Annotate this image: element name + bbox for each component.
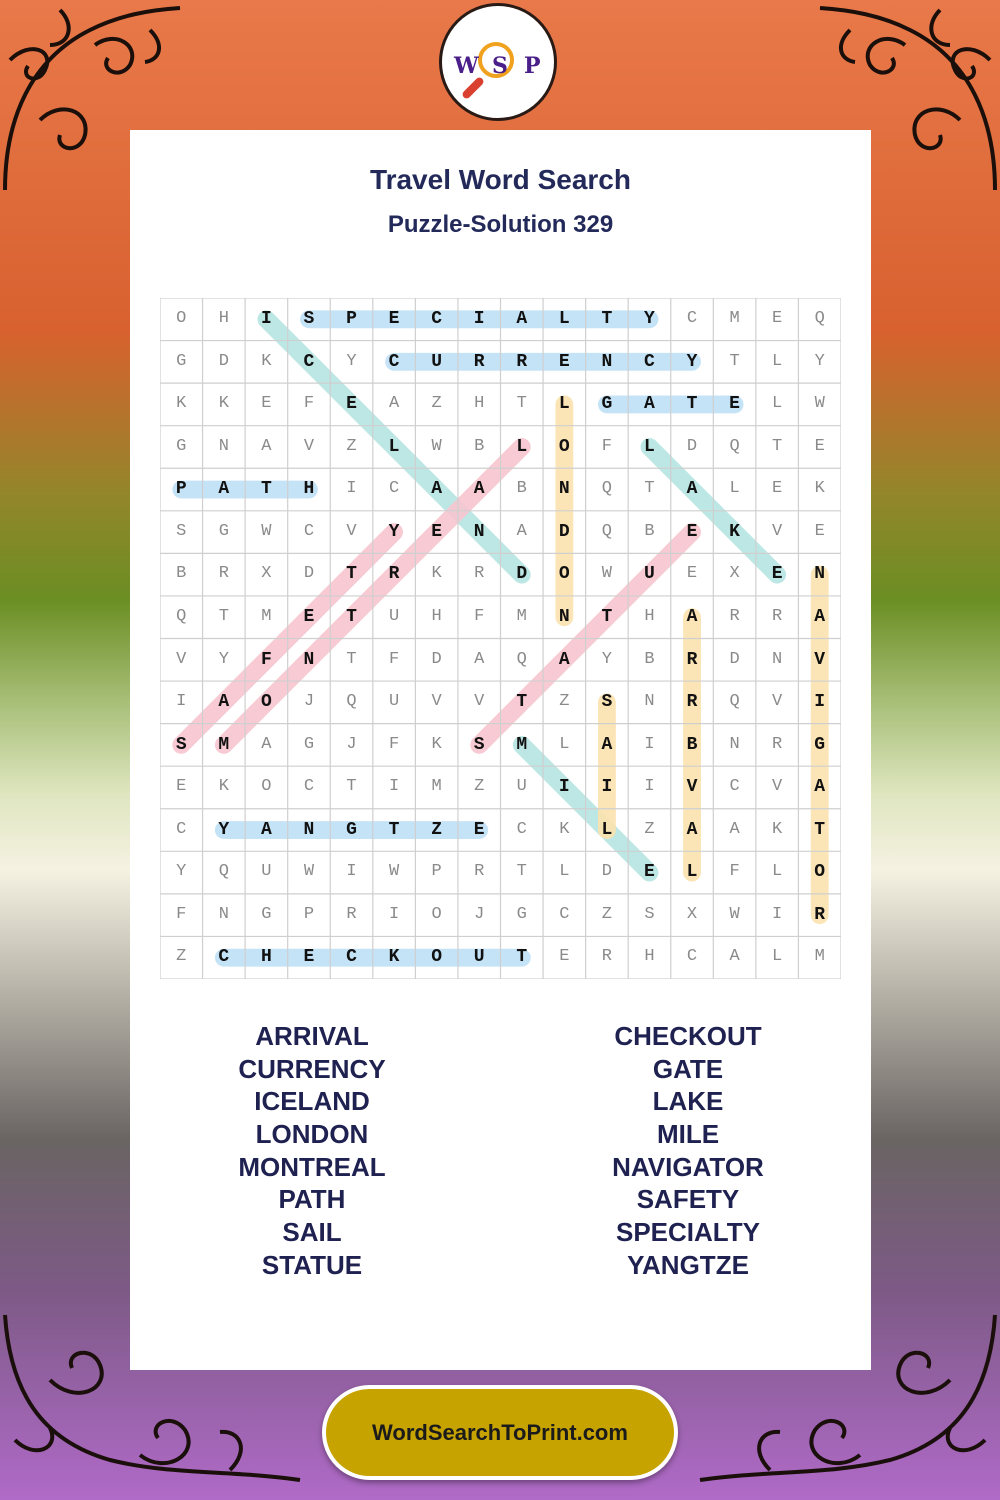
grid-cell: N [303, 649, 315, 670]
grid-cell: T [729, 351, 740, 371]
grid-cell: D [218, 351, 229, 371]
grid-cell: Q [729, 436, 740, 456]
grid-cell: A [814, 606, 826, 627]
grid-cell: L [729, 479, 740, 499]
grid-cell: A [388, 394, 400, 414]
grid-cell: M [516, 734, 528, 755]
grid-cell: G [261, 904, 272, 924]
word-list-item: STATUE [261, 1249, 363, 1280]
grid-cell: A [644, 394, 655, 415]
grid-cell: I [772, 904, 783, 924]
grid-cell: E [814, 521, 825, 541]
grid-cell: F [260, 649, 272, 670]
grid-cell: W [601, 564, 612, 584]
word-list-left [162, 1020, 462, 1282]
grid-cell: Q [176, 606, 187, 626]
word-list-right [538, 1020, 838, 1282]
word-list-item: LAKE [652, 1086, 724, 1117]
grid-cell: E [431, 521, 443, 542]
grid-cell: I [644, 734, 655, 754]
grid-cell: T [516, 862, 527, 882]
grid-cell: C [388, 351, 400, 372]
grid-cell: T [388, 819, 400, 840]
grid-cell: K [431, 734, 442, 754]
grid-cell: Z [559, 692, 570, 712]
grid-cell: O [558, 564, 570, 585]
grid-cell: A [474, 649, 485, 669]
grid-cell: L [772, 351, 783, 371]
grid-cell: V [431, 692, 442, 712]
word-list-item: LONDON [255, 1119, 369, 1150]
grid-cell: A [686, 819, 698, 840]
grid-cell: M [729, 309, 740, 328]
grid-cell: N [558, 479, 570, 500]
grid-cell: E [346, 394, 357, 415]
grid-cell: L [558, 394, 570, 415]
grid-cell: E [729, 394, 740, 415]
grid-cell: P [175, 479, 187, 500]
grid-cell: C [559, 904, 570, 924]
grid-cell: C [388, 479, 400, 499]
grid-cell: F [601, 436, 612, 456]
grid-cell: R [474, 564, 485, 584]
grid-cell: T [516, 692, 528, 713]
grid-cell: N [303, 819, 315, 840]
word-list-item: SAIL [282, 1217, 342, 1248]
grid-cell: Z [431, 819, 443, 840]
grid-cell: F [388, 734, 400, 754]
word-grid [160, 298, 841, 979]
grid-cell: D [431, 649, 442, 669]
grid-cell: K [218, 394, 229, 414]
grid-cell: H [644, 947, 655, 967]
grid-cell: K [218, 777, 229, 797]
grid-cell: G [346, 819, 357, 840]
grid-cell: B [474, 436, 485, 456]
grid-cell: C [686, 947, 698, 967]
grid-cell: S [644, 904, 655, 924]
grid-cell: M [261, 606, 272, 626]
grid-cell: G [176, 436, 187, 456]
grid-cell: O [176, 309, 187, 328]
grid-cell: C [218, 947, 230, 968]
grid-cell: R [218, 564, 229, 584]
grid-cell: A [261, 436, 272, 456]
grid-cell: L [559, 734, 570, 754]
word-list-item: NAVIGATOR [612, 1151, 764, 1182]
grid-cell: M [431, 777, 442, 797]
grid-cell: M [516, 606, 527, 626]
grid-cell: I [346, 479, 357, 499]
grid-cell: N [772, 649, 783, 669]
grid-cell: X [729, 564, 740, 584]
grid-cell: R [388, 564, 400, 585]
grid-cell: D [686, 436, 698, 456]
grid-cell: B [644, 649, 655, 669]
grid-cell: E [771, 564, 783, 585]
grid-cell: C [686, 309, 698, 328]
grid-cell: Z [644, 819, 655, 839]
grid-cell: A [558, 649, 570, 670]
grid-cell: B [644, 521, 655, 541]
grid-cell: A [601, 734, 613, 755]
page-title: Travel Word Search [370, 164, 631, 195]
grid-cell: C [644, 351, 655, 372]
grid-cell: I [388, 777, 400, 797]
grid-cell: F [303, 394, 315, 414]
grid-cell: T [601, 606, 613, 627]
grid-cell: V [474, 692, 485, 712]
grid-cell: A [686, 606, 698, 627]
grid-cell: I [176, 692, 187, 712]
grid-cell: T [346, 606, 357, 627]
grid-cell: T [516, 947, 528, 968]
grid-cell: B [516, 479, 527, 499]
grid-cell: L [686, 862, 698, 883]
logo-letter-s: S [492, 53, 508, 79]
grid-cell: Q [601, 521, 612, 541]
grid-cell: J [303, 692, 315, 712]
grid-cell: A [729, 819, 740, 839]
grid-cell: V [772, 692, 783, 712]
grid-cell: L [558, 309, 570, 329]
grid-cell: E [473, 819, 485, 840]
grid-cell: I [346, 862, 357, 882]
word-list-item: MILE [656, 1119, 720, 1150]
grid-cell: G [218, 521, 229, 541]
logo-letter-w: W [454, 53, 479, 79]
word-list-item: CURRENCY [238, 1053, 386, 1084]
grid-cell: K [176, 394, 187, 414]
grid-cell: R [729, 606, 740, 626]
grid-cell: H [644, 606, 655, 626]
grid-cell: N [644, 692, 655, 712]
grid-cell: D [601, 862, 612, 882]
grid-cell: F [474, 606, 485, 626]
grid-cell: U [261, 862, 272, 882]
grid-cell: Y [346, 351, 357, 371]
grid-cell: W [729, 904, 740, 924]
grid-cell: O [260, 692, 272, 713]
grid-cell: Y [218, 819, 230, 840]
grid-cell: U [644, 564, 655, 585]
grid-cell: C [729, 777, 740, 797]
grid-cell: S [176, 521, 187, 541]
grid-cell: O [431, 947, 443, 968]
grid-cell: S [303, 309, 315, 329]
grid-cell: X [261, 564, 272, 584]
grid-cell: A [261, 734, 272, 754]
grid-cell: E [303, 947, 315, 968]
grid-cell: L [772, 862, 783, 882]
grid-cell: E [686, 564, 698, 584]
grid-cell: E [644, 862, 655, 883]
grid-cell: T [516, 394, 527, 414]
grid-cell: I [644, 777, 655, 797]
word-list-item: GATE [652, 1053, 724, 1084]
grid-cell: A [814, 777, 826, 798]
site-link-button[interactable]: WordSearchToPrint.com [322, 1385, 678, 1480]
grid-cell: A [473, 479, 485, 500]
grid-cell: Y [601, 649, 612, 669]
grid-cell: H [474, 394, 485, 414]
grid-cell: T [218, 606, 229, 626]
grid-cell: R [516, 351, 528, 372]
grid-cell: A [516, 309, 528, 329]
grid-cell: I [473, 309, 485, 329]
grid-cell: V [303, 436, 315, 456]
grid-cell: T [686, 394, 698, 415]
grid-cell: A [686, 479, 698, 500]
grid-cell: I [558, 777, 570, 798]
grid-cell: W [814, 394, 825, 414]
grid-cell: I [260, 309, 272, 329]
grid-cell: A [516, 521, 527, 541]
grid-cell: W [388, 862, 400, 882]
grid-cell: O [558, 436, 570, 457]
wsp-logo [439, 3, 557, 121]
grid-cell: N [218, 436, 229, 456]
grid-cell: H [218, 309, 229, 328]
grid-cell: T [346, 777, 357, 797]
grid-cell: R [686, 649, 698, 670]
grid-cell: L [388, 436, 400, 457]
grid-cell: K [261, 351, 272, 371]
page-subtitle: Puzzle-Solution 329 [387, 211, 614, 238]
grid-cell: B [686, 734, 698, 755]
grid-cell: N [814, 564, 826, 585]
grid-cell: C [431, 309, 443, 329]
grid-cell: L [644, 436, 655, 457]
grid-cell: E [558, 351, 570, 372]
grid-cell: A [260, 819, 272, 840]
grid-cell: Y [686, 351, 698, 372]
grid-cell: L [601, 819, 613, 840]
grid-cell: N [729, 734, 740, 754]
grid-cell: R [814, 904, 826, 925]
grid-cell: M [218, 734, 230, 755]
grid-cell: Q [346, 692, 357, 712]
grid-cell: T [814, 819, 826, 840]
magnifier-handle [461, 76, 485, 100]
grid-cell: D [729, 649, 740, 669]
grid-cell: N [473, 521, 485, 542]
grid-cell: T [346, 649, 357, 669]
grid-cell: F [176, 904, 187, 924]
grid-cell: Q [601, 479, 612, 499]
grid-cell: G [601, 394, 613, 415]
grid-cell: X [686, 904, 698, 924]
grid-cell: R [772, 606, 783, 626]
grid-cell: F [388, 649, 400, 669]
word-list-item: PATH [278, 1184, 346, 1215]
grid-cell: Y [814, 351, 825, 371]
grid-cell: K [559, 819, 570, 839]
grid-cell: E [686, 521, 698, 542]
grid-cell: I [388, 904, 400, 924]
grid-cell: T [346, 564, 357, 585]
grid-cell: A [218, 479, 230, 500]
grid-cell: V [686, 777, 698, 798]
grid-cell: O [814, 862, 826, 883]
grid-cell: R [772, 734, 783, 754]
grid-cell: N [218, 904, 229, 924]
grid-cell: K [772, 819, 783, 839]
grid-cell: V [814, 649, 826, 670]
grid-cell: W [431, 436, 442, 456]
grid-cell: Q [729, 692, 740, 712]
grid-cell: W [261, 521, 272, 541]
grid-cell: A [729, 947, 740, 967]
grid-cell: N [601, 351, 613, 372]
grid-cell: K [388, 947, 400, 968]
word-list-item: MONTREAL [238, 1151, 386, 1182]
grid-cell: E [176, 777, 187, 797]
grid-cell: E [261, 394, 272, 414]
grid-cell: H [303, 479, 315, 500]
grid-cell: D [558, 521, 570, 542]
grid-cell: O [261, 777, 272, 797]
grid-cell: R [346, 904, 357, 924]
grid-cell: V [772, 777, 783, 797]
grid-cell: V [176, 649, 187, 669]
grid-cell: L [772, 394, 783, 414]
grid-cell: K [729, 521, 740, 542]
word-list-item: SPECIALTY [616, 1217, 760, 1248]
puzzle-card [130, 130, 871, 1370]
grid-cell: K [431, 564, 442, 584]
grid-cell: R [474, 862, 485, 882]
grid-cell: S [601, 692, 613, 713]
grid-cell: O [431, 904, 442, 924]
grid-cell: D [303, 564, 315, 584]
grid-cell: Y [218, 649, 229, 669]
grid-cell: Z [346, 436, 357, 456]
grid-cell: D [516, 564, 528, 585]
grid-cell: Q [814, 309, 825, 328]
grid-cell: M [814, 947, 825, 967]
word-list-item: SAFETY [636, 1184, 740, 1215]
grid-cell: C [303, 351, 315, 372]
grid-cell: J [346, 734, 357, 754]
grid-cell: U [473, 947, 485, 968]
grid-cell: Z [176, 947, 187, 967]
grid-cell: R [601, 947, 612, 967]
grid-cell: K [814, 479, 825, 499]
grid-cell: B [176, 564, 187, 584]
grid-cell: U [388, 606, 400, 626]
grid-cell: I [814, 692, 826, 713]
grid-cell: A [431, 479, 443, 500]
logo-letter-p: P [524, 53, 541, 79]
grid-cell: E [772, 309, 783, 328]
grid-cell: V [346, 521, 357, 541]
grid-cell: A [218, 692, 230, 713]
grid-cell: G [516, 904, 527, 924]
grid-cell: G [176, 351, 187, 371]
grid-cell: G [303, 734, 315, 754]
grid-cell: L [559, 862, 570, 882]
word-list-item: ARRIVAL [255, 1021, 369, 1051]
grid-cell: R [473, 351, 485, 372]
grid-cell: J [474, 904, 485, 924]
grid-cell: E [303, 606, 315, 627]
grid-cell: C [346, 947, 357, 968]
grid-cell: G [814, 734, 826, 755]
grid-cell: Y [644, 309, 655, 329]
grid-cell: Z [601, 904, 612, 924]
grid-cell: Z [474, 777, 485, 797]
grid-cell: H [260, 947, 272, 968]
word-list-item: CHECKOUT [614, 1021, 762, 1051]
grid-cell: P [431, 862, 442, 882]
grid-cell: H [431, 606, 442, 626]
grid-cell: P [346, 309, 357, 329]
grid-cell: I [601, 777, 613, 798]
grid-cell: C [516, 819, 527, 839]
grid-cell: Y [388, 521, 400, 542]
grid-cell: S [473, 734, 485, 755]
grid-cell: E [814, 436, 825, 456]
grid-cell: C [303, 521, 315, 541]
grid-letters [160, 298, 841, 979]
grid-cell: T [772, 436, 783, 456]
grid-cell: Z [431, 394, 442, 414]
grid-cell: N [558, 606, 570, 627]
grid-cell: U [431, 351, 443, 372]
grid-cell: C [303, 777, 315, 797]
grid-cell: L [516, 436, 528, 457]
grid-cell: Q [218, 862, 229, 882]
word-list-item: YANGTZE [627, 1249, 749, 1280]
grid-cell: F [729, 862, 740, 882]
grid-cell: T [644, 479, 655, 499]
grid-cell: T [260, 479, 272, 500]
grid-cell: E [772, 479, 783, 499]
grid-cell: L [772, 947, 783, 967]
grid-cell: P [303, 904, 315, 924]
grid-cell: U [388, 692, 400, 712]
grid-cell: W [303, 862, 315, 882]
grid-cell: Q [516, 649, 527, 669]
grid-cell: T [601, 309, 613, 329]
grid-cell: Y [176, 862, 187, 882]
word-list-item: ICELAND [254, 1086, 370, 1117]
grid-cell: S [175, 734, 187, 755]
grid-cell: R [686, 692, 698, 713]
grid-cell: C [176, 819, 187, 839]
grid-cell: E [559, 947, 570, 967]
grid-cell: E [388, 309, 400, 329]
grid-cell: V [772, 521, 783, 541]
grid-cell: U [516, 777, 527, 797]
